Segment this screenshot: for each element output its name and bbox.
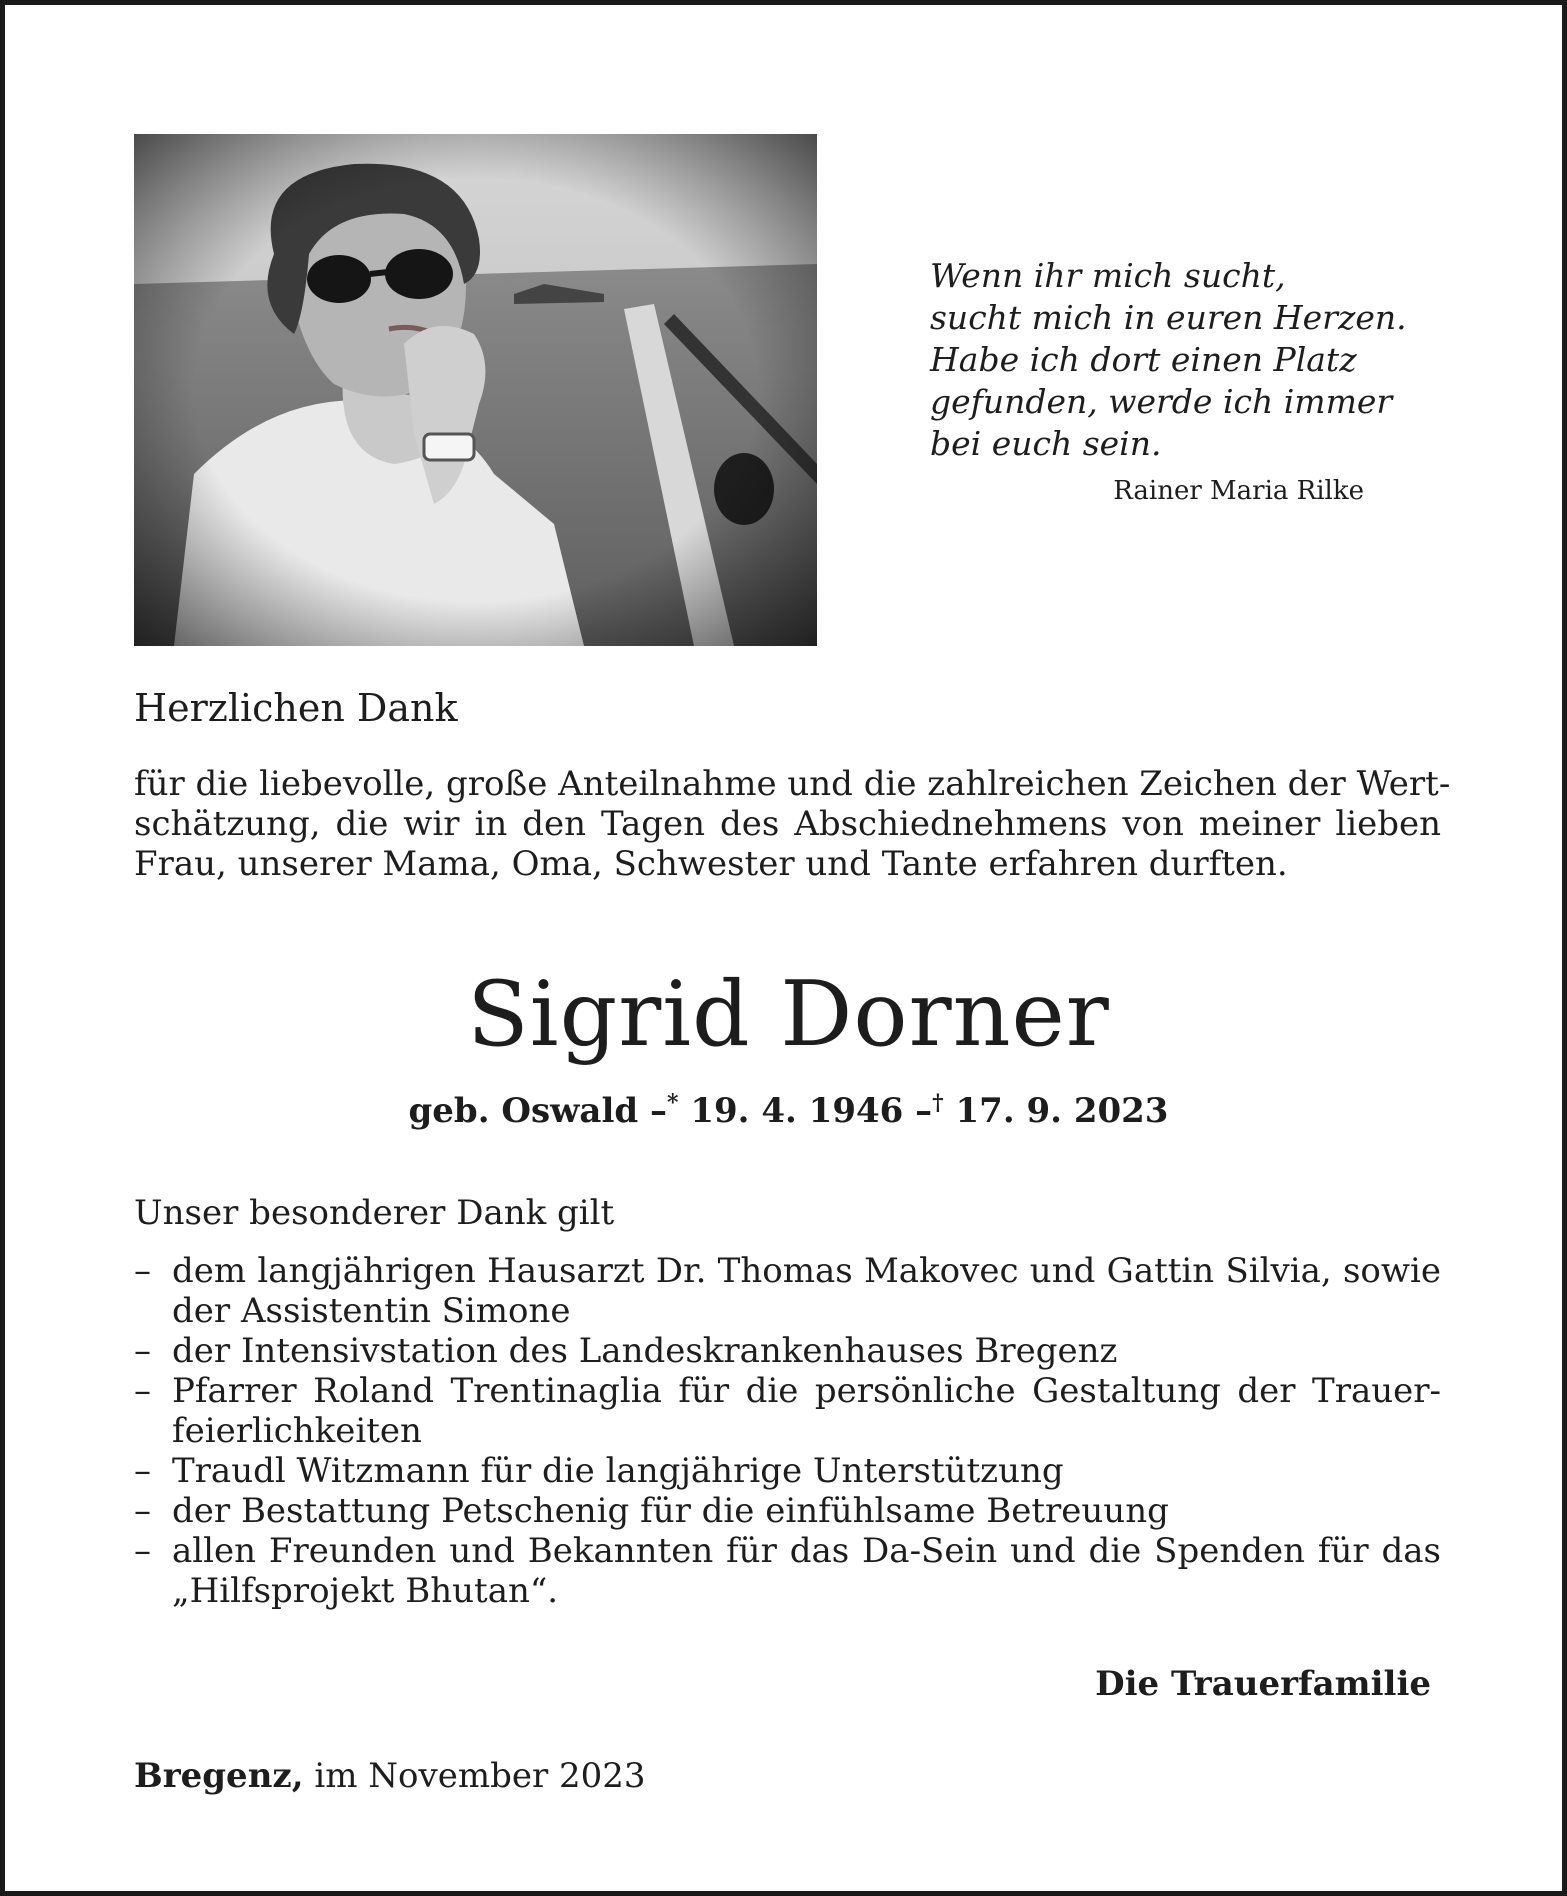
list-item-line: Pfarrer Roland Trentinaglia für die persönliche Gestaltung der Trauer- — [172, 1371, 1441, 1411]
portrait-photo — [134, 134, 817, 646]
dates-separator: – — [649, 1091, 667, 1131]
list-item-line: „Hilfsprojekt Bhutan“. — [172, 1571, 559, 1611]
death-symbol: † — [932, 1090, 944, 1116]
thanks-list — [134, 1251, 1441, 1611]
list-item-line: Traudl Witzmann für die langjährige Unterstützung — [172, 1451, 1064, 1491]
intro-line: Frau, unserer Mama, Oma, Schwester und Tante erfahren durften. — [134, 844, 1288, 884]
list-dash: – — [134, 1451, 151, 1491]
intro-line: schätzung, die wir in den Tagen des Abschiednehmens von meiner lieben — [134, 804, 1441, 844]
list-item-line: dem langjährigen Hausarzt Dr. Thomas Makovec und Gattin Silvia, sowie — [172, 1251, 1441, 1291]
list-item — [134, 1251, 1441, 1331]
family-signoff: Die Trauerfamilie — [1095, 1664, 1431, 1704]
deceased-name: Sigrid Dorner — [467, 962, 1110, 1067]
birth-symbol: * — [666, 1090, 679, 1116]
list-dash: – — [134, 1371, 151, 1411]
life-dates — [5, 1081, 1567, 1133]
list-dash: – — [134, 1251, 151, 1291]
list-item-line: allen Freunden und Bekannten für das Da-Sein und die Spenden für das — [172, 1531, 1441, 1571]
place-city: Bregenz, — [134, 1756, 304, 1796]
list-item — [134, 1371, 1441, 1451]
poem-line: gefunden, werde ich immer — [930, 382, 1393, 421]
poem-line: Wenn ihr mich sucht, — [930, 256, 1286, 295]
poem-line: Habe ich dort einen Platz — [930, 340, 1357, 379]
greeting-heading: Herzlichen Dank — [134, 686, 458, 730]
death-date: 17. 9. 2023 — [955, 1091, 1169, 1131]
list-dash: – — [134, 1491, 151, 1531]
list-item — [134, 1451, 1441, 1491]
list-item-line: der Assistentin Simone — [172, 1291, 571, 1331]
list-dash: – — [134, 1331, 151, 1371]
poem-author: Rainer Maria Rilke — [1113, 476, 1364, 506]
birth-name: geb. Oswald — [408, 1091, 639, 1131]
list-item-line: feierlichkeiten — [172, 1411, 422, 1451]
poem-quote — [930, 255, 1450, 465]
list-item-line: der Intensivstation des Landeskrankenhauses Bregenz — [172, 1331, 1118, 1371]
thanks-heading: Unser besonderer Dank gilt — [134, 1193, 615, 1233]
list-item — [134, 1331, 1441, 1371]
portrait-illustration — [134, 134, 817, 646]
intro-paragraph — [134, 764, 1451, 884]
list-item — [134, 1531, 1441, 1611]
list-dash: – — [134, 1531, 151, 1571]
place-and-date — [134, 1755, 646, 1797]
dates-separator: – — [915, 1091, 933, 1131]
intro-line: für die liebevolle, große Anteilnahme und die zahlreichen Zeichen der Wert- — [134, 764, 1451, 804]
poem-line: bei euch sein. — [930, 424, 1162, 463]
list-item-line: der Bestattung Petschenig für die einfühlsame Betreuung — [172, 1491, 1169, 1531]
list-item — [134, 1491, 1441, 1531]
poem-line: sucht mich in euren Herzen. — [930, 298, 1407, 337]
place-date: im November 2023 — [314, 1756, 646, 1796]
birth-date: 19. 4. 1946 — [690, 1091, 904, 1131]
